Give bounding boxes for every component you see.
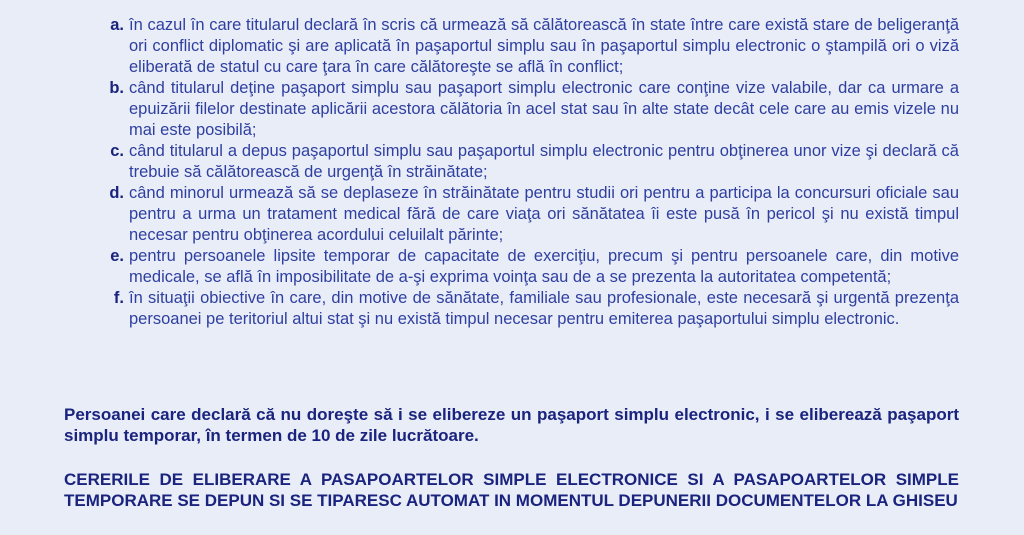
temporary-passport-paragraph: Persoanei care declară că nu doreşte să i se elibereze un paşaport simplu electronic, i se eliberează paşaport simplu temporar, în termen de 10 de zile lucrătoare. (64, 405, 959, 445)
list-item-letter: a. (110, 16, 124, 34)
uppercase-notice-paragraph: CERERILE DE ELIBERARE A PASAPOARTELOR SIMPLE ELECTRONICE SI A PASAPOARTELOR SIMPLE TEMPORARE SE DEPUN SI SE TIPARESC AUTOMAT IN MOMENTUL DEPUNERII DOCUMENTELOR LA GHISEU (64, 470, 959, 510)
list-item-letter: b. (109, 79, 124, 97)
list-item-d (0, 183, 1024, 246)
list-item-letter: d. (109, 184, 124, 202)
conditions-list (0, 15, 1024, 330)
list-item-text: în cazul în care titularul declară în scris că urmează să călătorească în state între care există stare de beligeranţă ori conflict diplomatic şi are aplicată în paşaportul simplu sau în paşaportul simplu electronic o ştampilă ori o viză eliberată de statul cu care ţara în care călătoreşte se află în conflict; (129, 16, 959, 76)
list-item-text: când titularul a depus paşaportul simplu sau paşaportul simplu electronic pentru obţinerea unor vize şi declară că trebuie să călătorească de urgenţă în străinătate; (129, 142, 959, 181)
list-item-a (0, 15, 1024, 78)
list-item-b (0, 78, 1024, 141)
list-item-letter: f. (113, 289, 124, 307)
list-item-letter: c. (110, 142, 124, 160)
list-item-text: când titularul deţine paşaport simplu sau paşaport simplu electronic care conţine vize valabile, dar ca urmare a epuizării filelor destinate aplicării acestora călătoria în acel stat sau în alte state decât cele care au emis vizele nu mai este posibilă; (129, 79, 959, 139)
list-item-text: în situaţii obiective în care, din motive de sănătate, familiale sau profesionale, este necesară şi urgentă prezenţa persoanei pe teritoriul altui stat şi nu există timpul necesar pentru emiterea paşaportului simplu electronic. (129, 289, 959, 328)
list-item-text: când minorul urmează să se deplaseze în străinătate pentru studii ori pentru a participa la concursuri oficiale sau pentru a urma un tratament medical fără de care viaţa ori sănătatea îi este pusă în pericol şi nu există timpul necesar pentru obţinerea acordului celuilalt părinte; (129, 184, 959, 244)
list-item-letter: e. (110, 247, 124, 265)
list-item-text: pentru persoanele lipsite temporar de capacitate de exerciţiu, precum şi pentru persoanele care, din motive medicale, se află în imposibilitate de a-şi exprima voinţa sau de a se prezenta la autoritatea competentă; (129, 247, 959, 286)
list-item-f (0, 288, 1024, 330)
list-item-e (0, 246, 1024, 288)
list-item-c (0, 141, 1024, 183)
